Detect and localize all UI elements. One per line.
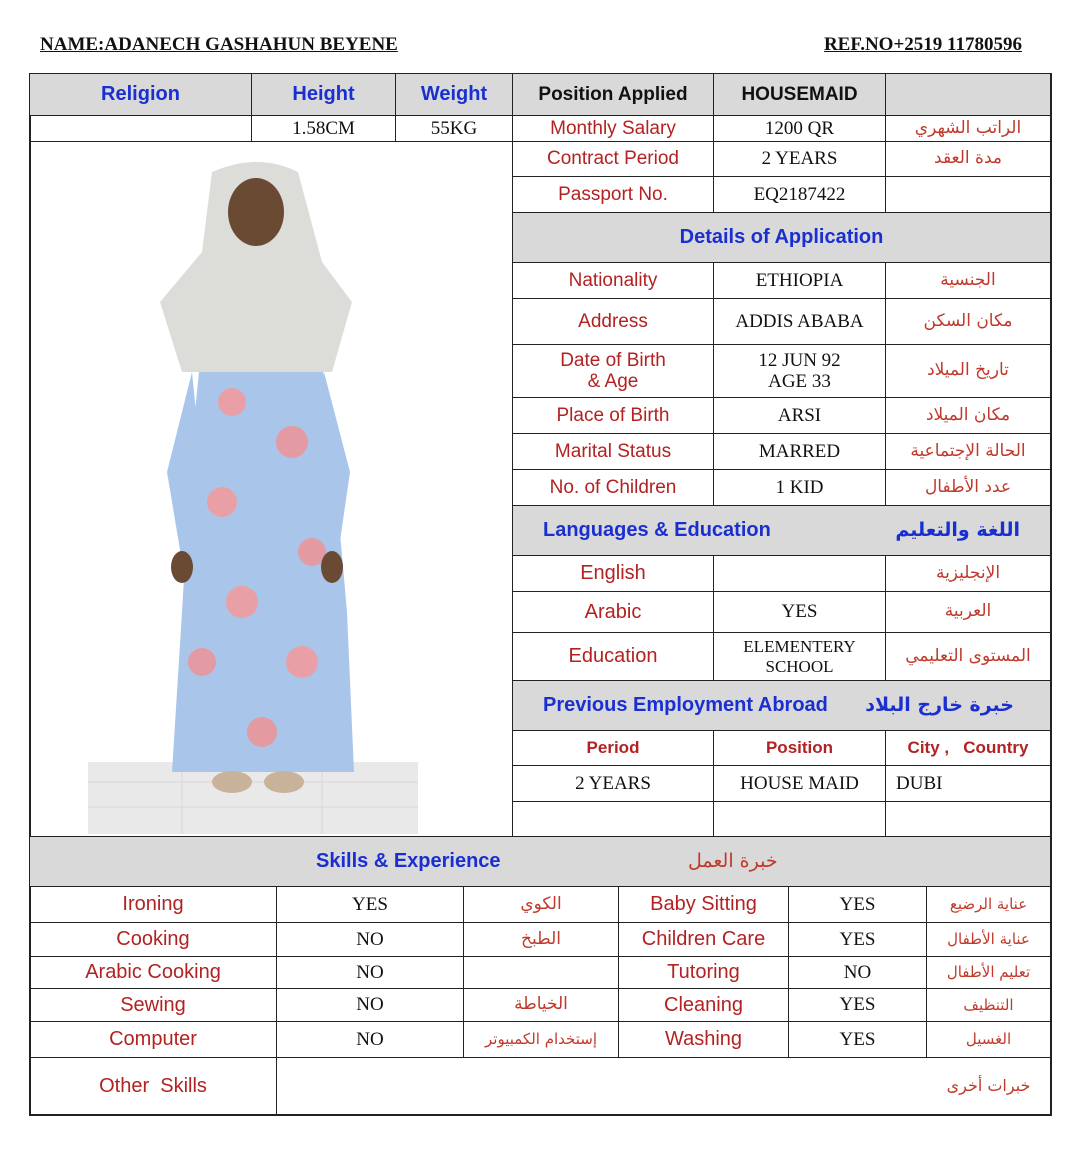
english-label: English: [513, 556, 714, 592]
skill-babysitting-label: Baby Sitting: [619, 887, 789, 923]
education-value: ELEMENTERY SCHOOL: [714, 633, 886, 681]
skill-sewing-label: Sewing: [30, 989, 277, 1022]
skill-ironing-label: Ironing: [30, 887, 277, 923]
nationality-label: Nationality: [513, 263, 714, 299]
position-label: Position Applied: [513, 74, 714, 116]
education-ar: المستوى التعليمي: [886, 633, 1051, 681]
skill-ironing-ar: الكوي: [464, 887, 619, 923]
position-ar-empty: [886, 74, 1051, 116]
applicant-photo: [32, 142, 510, 834]
children-label: No. of Children: [513, 470, 714, 506]
dob-label: Date of Birth & Age: [513, 345, 714, 398]
dob-ar: تاريخ الميلاد: [886, 345, 1051, 398]
birthplace-ar: مكان الميلاد: [886, 398, 1051, 434]
marital-label: Marital Status: [513, 434, 714, 470]
salary-value: 1200 QR: [714, 116, 886, 142]
employment-empty-1: [513, 802, 714, 837]
contract-value: 2 YEARS: [714, 142, 886, 177]
applicant-name: NAME:ADANECH GASHAHUN BEYENE: [40, 34, 398, 55]
religion-value: [30, 116, 252, 142]
skill-ironing-value: YES: [277, 887, 464, 923]
arabic-value: YES: [714, 592, 886, 633]
employment-city: DUBI: [886, 766, 1051, 802]
skill-washing-ar: الغسيل: [927, 1022, 1051, 1058]
salary-ar: الراتب الشهري: [886, 116, 1051, 142]
skills-section: [30, 837, 1051, 887]
skill-tutoring-value: NO: [789, 957, 927, 989]
passport-value: EQ2187422: [714, 177, 886, 213]
skill-cooking-label: Cooking: [30, 923, 277, 957]
skills-title: Skills & Experience: [316, 850, 501, 873]
nationality-value: ETHIOPIA: [714, 263, 886, 299]
contract-label: Contract Period: [513, 142, 714, 177]
passport-label: Passport No.: [513, 177, 714, 213]
languages-title: Languages & Education: [543, 519, 771, 542]
passport-ar-empty: [886, 177, 1051, 213]
skill-babysitting-value: YES: [789, 887, 927, 923]
details-section-title: Details of Application: [513, 213, 1051, 263]
skill-childrencare-label: Children Care: [619, 923, 789, 957]
period-header: Period: [513, 731, 714, 766]
salary-label: Monthly Salary: [513, 116, 714, 142]
address-ar: مكان السكن: [886, 299, 1051, 345]
skill-childrencare-ar: عناية الأطفال: [927, 923, 1051, 957]
employment-empty-2: [714, 802, 886, 837]
religion-label: Religion: [30, 74, 252, 116]
skill-sewing-ar: الخياطة: [464, 989, 619, 1022]
other-skills-value: [277, 1058, 927, 1115]
skill-babysitting-ar: عناية الرضيع: [927, 887, 1051, 923]
address-label: Address: [513, 299, 714, 345]
dob-value: 12 JUN 92 AGE 33: [714, 345, 886, 398]
skill-cooking-ar: الطبخ: [464, 923, 619, 957]
skill-cleaning-ar: التنظيف: [927, 989, 1051, 1022]
employment-section: [513, 681, 1051, 731]
skill-washing-value: YES: [789, 1022, 927, 1058]
skill-tutoring-ar: تعليم الأطفال: [927, 957, 1051, 989]
employment-title-ar: خبرة خارج البلاد: [865, 693, 1014, 716]
employment-period: 2 YEARS: [513, 766, 714, 802]
education-label: Education: [513, 633, 714, 681]
birthplace-label: Place of Birth: [513, 398, 714, 434]
languages-section: [513, 506, 1051, 556]
children-value: 1 KID: [714, 470, 886, 506]
skills-title-ar: خبرة العمل: [688, 849, 778, 872]
skill-arabiccooking-label: Arabic Cooking: [30, 957, 277, 989]
children-ar: عدد الأطفال: [886, 470, 1051, 506]
height-label: Height: [252, 74, 396, 116]
skill-sewing-value: NO: [277, 989, 464, 1022]
marital-ar: الحالة الإجتماعية: [886, 434, 1051, 470]
skill-tutoring-label: Tutoring: [619, 957, 789, 989]
nationality-ar: الجنسية: [886, 263, 1051, 299]
contract-ar: مدة العقد: [886, 142, 1051, 177]
position-header: Position: [714, 731, 886, 766]
position-value: HOUSEMAID: [714, 74, 886, 116]
skill-arabiccooking-value: NO: [277, 957, 464, 989]
skill-computer-value: NO: [277, 1022, 464, 1058]
address-value: ADDIS ABABA: [714, 299, 886, 345]
arabic-ar: العربية: [886, 592, 1051, 633]
birthplace-value: ARSI: [714, 398, 886, 434]
skill-washing-label: Washing: [619, 1022, 789, 1058]
city-header: City , Country: [886, 731, 1051, 766]
employment-empty-3: [886, 802, 1051, 837]
height-value: 1.58CM: [252, 116, 396, 142]
skill-cleaning-label: Cleaning: [619, 989, 789, 1022]
employment-position: HOUSE MAID: [714, 766, 886, 802]
reference-number: REF.NO+2519 11780596: [823, 34, 1022, 55]
english-value: [714, 556, 886, 592]
weight-value: 55KG: [396, 116, 513, 142]
marital-value: MARRED: [714, 434, 886, 470]
other-skills-label: Other Skills: [30, 1058, 277, 1115]
other-skills-ar: خبرات أخرى: [927, 1058, 1051, 1115]
skill-arabiccooking-ar: [464, 957, 619, 989]
employment-title: Previous Employment Abroad: [543, 694, 828, 717]
skill-cleaning-value: YES: [789, 989, 927, 1022]
english-ar: الإنجليزية: [886, 556, 1051, 592]
skill-computer-ar: إستخدام الكمبيوتر: [464, 1022, 619, 1058]
weight-label: Weight: [396, 74, 513, 116]
skill-childrencare-value: YES: [789, 923, 927, 957]
skill-cooking-value: NO: [277, 923, 464, 957]
skill-computer-label: Computer: [30, 1022, 277, 1058]
languages-title-ar: اللغة والتعليم: [895, 518, 1020, 541]
arabic-label: Arabic: [513, 592, 714, 633]
